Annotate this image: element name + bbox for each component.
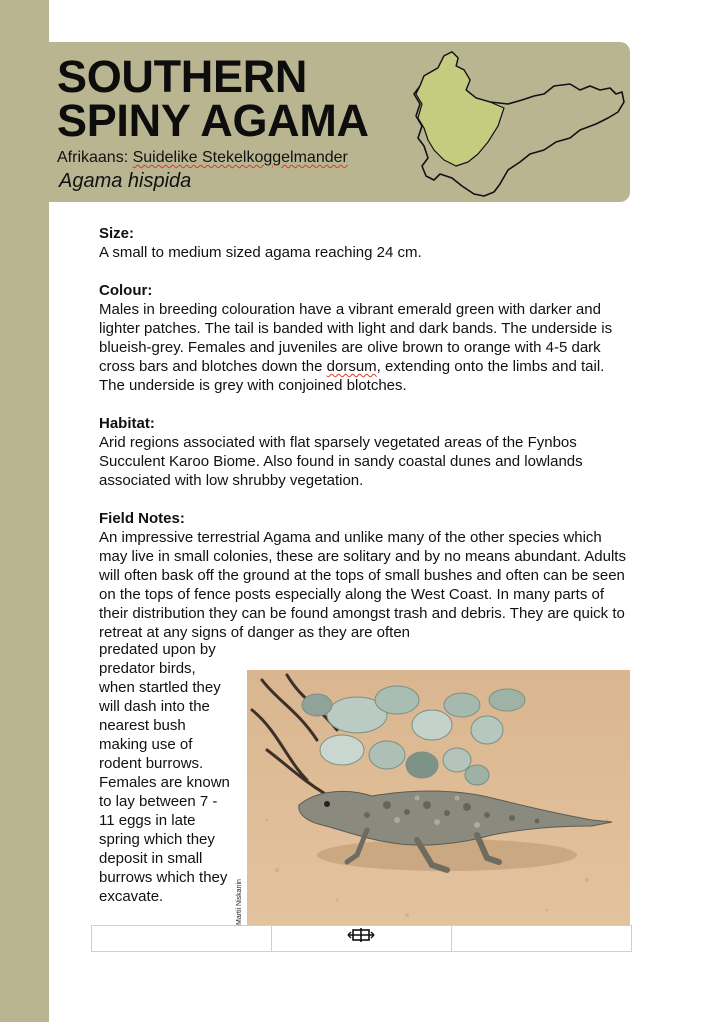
title-line-2: SPINY AGAMA	[57, 95, 369, 146]
field-notes-text-continued: predated upon by predator birds, when startled they will dash into the nearest bush making use of rodent burrows. Females are known to lay between 7 - 11 eggs in late spring which they deposit in small burrows which they excavate.	[99, 641, 230, 905]
photo-credit: Martii Niskanin	[236, 879, 243, 925]
spellcheck-word: dorsum	[326, 358, 377, 375]
colour-section	[99, 281, 634, 395]
afrikaans-name-value: Suidelike Stekelkoggelmander	[132, 149, 348, 166]
species-description	[99, 224, 634, 661]
habitat-section	[99, 414, 634, 490]
distribution-map	[404, 46, 630, 198]
field-notes-text: An impressive terrestrial Agama and unlike many of the other species which may live in small colonies, these are solitary and by no means abundant. Adults will often bask off the ground at the tops of small bushes and often can be seen on the tops of fence posts especially along the West Coast. In many parts of their distribution they can be found amongst trash and debris. They are quick to retreat at any signs of danger as they are often	[99, 529, 626, 641]
afrikaans-prefix: Afrikaans:	[57, 149, 133, 166]
habitat-heading: Habitat:	[99, 415, 155, 432]
colour-text-part-1: Males in breeding colouration have a vibrant emerald green with darker and lighter patches. The tail is banded with light and dark bands. The underside is blueish-grey. Females and juveniles are olive brown to orange with 4-5 dark cross bars and blotches down the	[99, 301, 613, 375]
colour-text-part-2: , extending onto the limbs and tail. The underside is grey with conjoined blotches.	[99, 358, 605, 394]
range-area	[416, 52, 504, 166]
size-text: A small to medium sized agama reaching 24 cm.	[99, 244, 422, 261]
colour-heading: Colour:	[99, 282, 153, 299]
move-handle-icon[interactable]	[346, 925, 376, 945]
size-section	[99, 224, 634, 262]
table-cell[interactable]	[92, 926, 272, 952]
title-line-1: SOUTHERN	[57, 51, 308, 102]
page-title	[57, 51, 369, 146]
field-notes-heading: Field Notes:	[99, 510, 185, 527]
left-accent-strip	[0, 0, 49, 1022]
colour-text	[99, 300, 634, 395]
afrikaans-name	[57, 149, 348, 167]
field-notes-section	[99, 509, 634, 642]
habitat-text: Arid regions associated with flat sparsely vegetated areas of the Fynbos Succulent Karoo Biome. Also found in sandy coastal dunes and lowlands associated with low shrubby vegetation.	[99, 434, 583, 489]
table-cell[interactable]	[452, 926, 632, 952]
scientific-name: Agama hispida	[59, 170, 192, 192]
agama-photo	[247, 670, 630, 925]
size-heading: Size:	[99, 225, 135, 242]
